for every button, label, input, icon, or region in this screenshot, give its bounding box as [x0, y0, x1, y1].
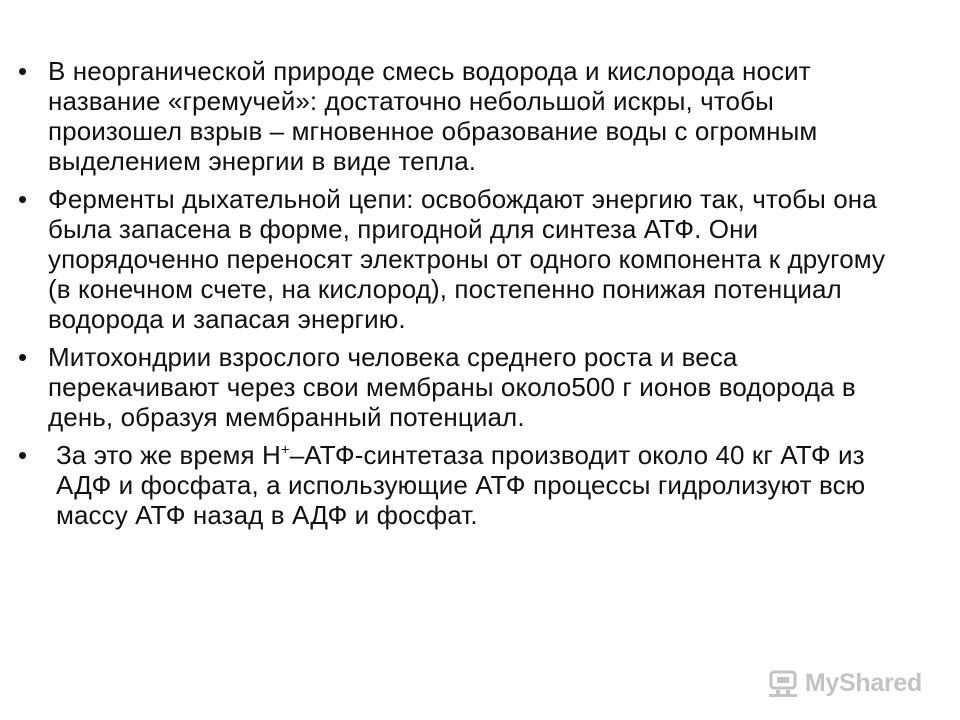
bullet-text-4	[48, 440, 898, 530]
bullet-text-4-start: За это же время Н	[56, 440, 281, 470]
bullet-marker: •	[18, 342, 28, 372]
bullet-text-1: В неорганической природе смесь водорода и кислорода носит название «гремучей»: достаточно небольшой искры, чтобы произошел взрыв – мгновенное образование воды с огромным выделением энергии в виде тепла.	[48, 56, 818, 176]
superscript-plus: +	[280, 441, 290, 459]
bullet-text-3: Митохондрии взрослого человека среднего роста и веса перекачивают через свои мембраны около500 г ионов водорода в день, образуя мембранный потенциал.	[48, 342, 856, 432]
myshared-watermark	[767, 668, 922, 698]
bullet-text-4-end: –АТФ-синтетаза производит около 40 кг АТФ из АДФ и фосфата, а использующие АТФ процессы гидролизуют всю массу АТФ назад в АДФ и фосфат.	[56, 440, 866, 530]
bullet-list	[18, 56, 898, 538]
bullet-marker: •	[18, 184, 28, 214]
bullet-item-2	[18, 184, 898, 334]
bullet-item-1	[18, 56, 898, 176]
bullet-marker: •	[18, 56, 28, 86]
myshared-logo-icon	[767, 668, 799, 698]
bullet-item-4	[18, 440, 898, 530]
watermark-text: MyShared	[804, 668, 922, 697]
bullet-marker: •	[18, 440, 28, 470]
bullet-text-2: Ферменты дыхательной цепи: освобождают энергию так, чтобы она была запасена в форме, пригодной для синтеза АТФ. Они упорядоченно переносят электроны от одного компонента к другому (в конечном счете, на кислород), постепенно понижая потенциал водорода и запасая энергию.	[48, 184, 886, 334]
bullet-item-3	[18, 342, 898, 432]
